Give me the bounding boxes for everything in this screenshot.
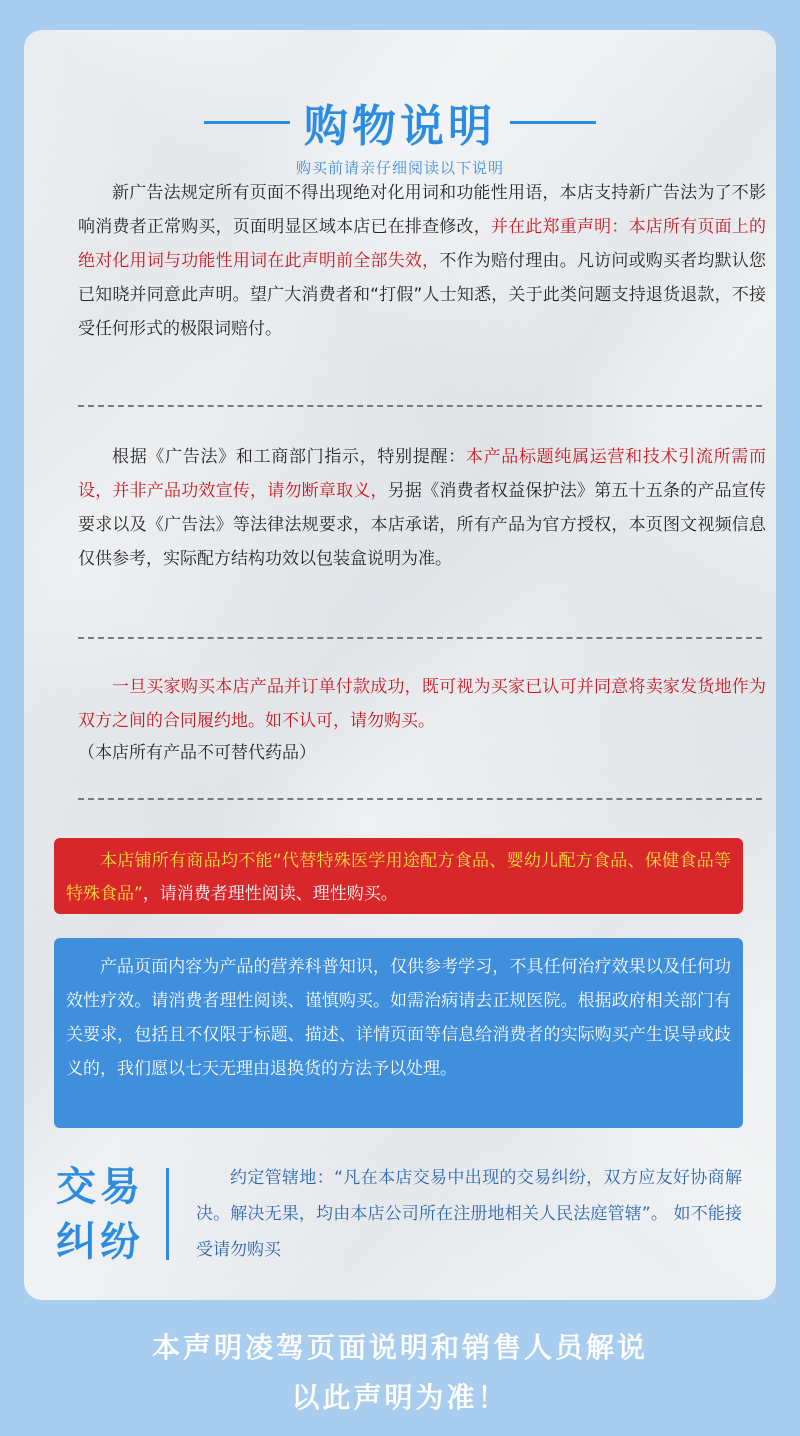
title-right-line bbox=[510, 121, 596, 124]
divider-3 bbox=[78, 798, 762, 800]
title-left-line bbox=[204, 121, 290, 124]
title-notice-paragraph bbox=[78, 440, 766, 576]
page-title: 购物说明 bbox=[304, 101, 496, 152]
special-food-warning-white: ，请消费者理性阅读、理性购买。 bbox=[142, 884, 398, 904]
special-food-warning-yellow: 本店铺所有商品均不能“代替特殊医学用途配方食品、婴幼儿配方食品、保健食品等特殊食品” bbox=[66, 851, 731, 904]
divider-2 bbox=[78, 637, 762, 639]
contract-place-paragraph bbox=[78, 670, 766, 738]
ad-law-paragraph bbox=[78, 176, 766, 346]
title-notice-red-text: 本产品标题纯属运营和技术引流所需而设，并非产品功效宣传，请勿断章取义， bbox=[78, 447, 767, 501]
ad-law-text-b: 不作为赔付理由。凡访问或购买者均默认您已知晓并同意此声明。望广大消费者和“打假”人士知悉，关于此类问题支持退货退款，不接受任何形式的极限词赔付。 bbox=[78, 251, 767, 339]
contract-place-red-text: 一旦买家购买本店产品并订单付款成功，既可视为买家已认可并同意将卖家发货地作为双方之间的合同履约地。如不认可，请勿购买。 bbox=[78, 677, 766, 731]
dispute-title bbox=[56, 1160, 156, 1270]
ad-law-red-statement: 并在此郑重声明：本店所有页面上的绝对化用词与功能性用词在此声明前全部失效， bbox=[78, 217, 766, 271]
special-food-warning-box bbox=[54, 838, 743, 914]
nutrition-info-box bbox=[54, 938, 743, 1128]
nutrition-info-text: 产品页面内容为产品的营养科普知识，仅供参考学习，不具任何治疗效果以及任何功效性疗效。请消费者理性阅读、谨慎购买。如需治病请去正规医院。根据政府相关部门有关要求，包括且不仅限于标题、描述、详情页面等信息给消费者的实际购买产生误导或歧义的，我们愿以七天无理由退换货的方法予以处理。 bbox=[66, 957, 731, 1079]
ad-law-text-a: 新广告法规定所有页面不得出现绝对化用词和功能性用语，本店支持新广告法为了不影响消费者正常购买，页面明显区域本店已在排查修改， bbox=[78, 183, 766, 237]
dispute-title-line2: 纠纷 bbox=[56, 1219, 144, 1265]
footer-line-1: 本声明凌驾页面说明和销售人员解说 bbox=[151, 1331, 648, 1364]
divider-1 bbox=[78, 405, 762, 407]
not-medicine-note: （本店所有产品不可替代药品） bbox=[78, 743, 316, 763]
title-notice-text-a: 根据《广告法》和工商部门指示，特别提醒： bbox=[112, 447, 466, 467]
dispute-text: 约定管辖地：“凡在本店交易中出现的交易纠纷，双方应友好协商解决。解决无果，均由本店公司所在注册地相关人民法庭管辖”。 如不能接受请勿购买 bbox=[196, 1168, 742, 1260]
statement-card bbox=[24, 30, 776, 1300]
title-notice-text-b: 另据《消费者权益保护法》第五十五条的产品宣传要求以及《广告法》等法律法规要求，本店承诺，所有产品为官方授权，本页图文视频信息仅供参考，实际配方结构功效以包装盒说明为准。 bbox=[78, 481, 767, 569]
page-subtitle: 购买前请亲仔细阅读以下说明 bbox=[295, 159, 504, 177]
title-row bbox=[24, 92, 776, 152]
dispute-divider-bar bbox=[166, 1168, 169, 1260]
footer-line-2: 以此声明为准！ bbox=[291, 1381, 509, 1414]
dispute-title-line1: 交易 bbox=[56, 1164, 144, 1210]
